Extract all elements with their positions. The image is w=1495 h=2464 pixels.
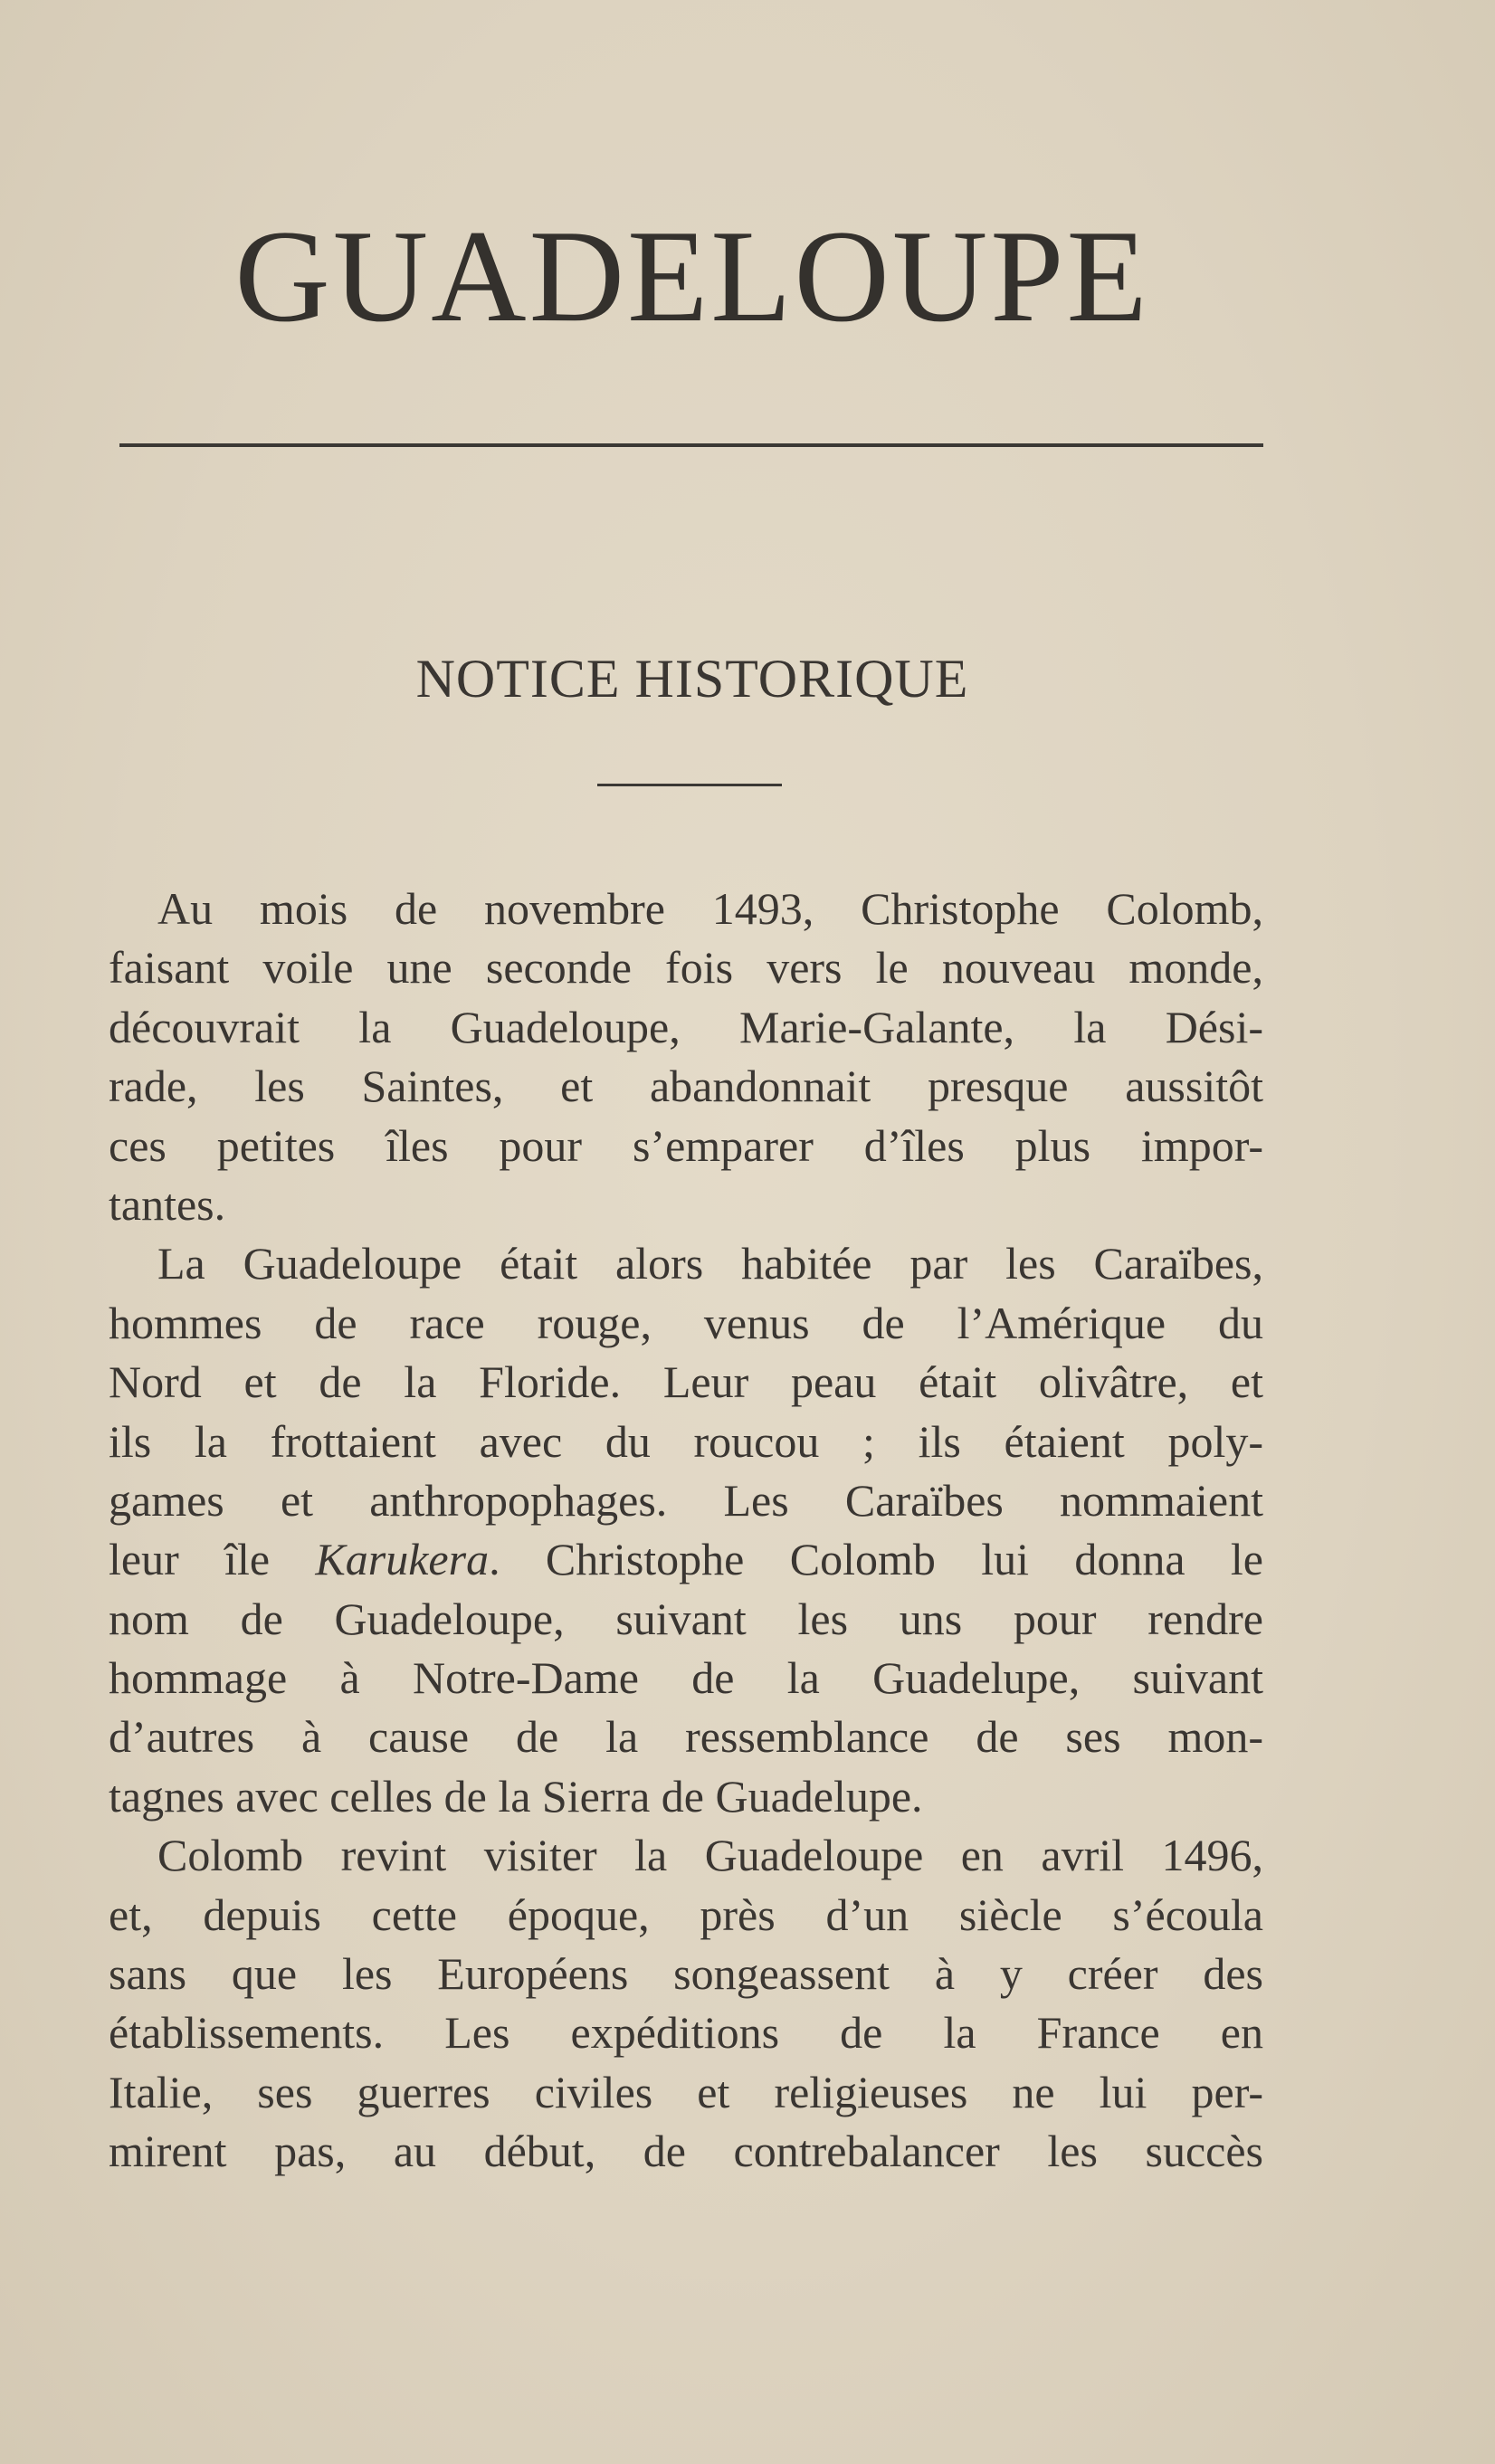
title-rule	[119, 443, 1263, 447]
text-line: Italie, ses guerres civiles et religieuses ne lui per-	[109, 2066, 1263, 2117]
text-line: établissements. Les expéditions de la France en	[109, 2007, 1263, 2059]
text-fragment: leur île	[109, 1534, 316, 1585]
text-line: tagnes avec celles de la Sierra de Guadelupe.	[109, 1770, 923, 1822]
text-line: rade, les Saintes, et abandonnait presque aussitôt	[109, 1061, 1263, 1112]
text-line: tantes.	[109, 1178, 226, 1230]
text-line: Nord et de la Floride. Leur peau était olivâtre, et	[109, 1356, 1263, 1408]
text-line: découvrait la Guadeloupe, Marie-Galante, la Dési-	[109, 1001, 1263, 1052]
text-line: ils la frottaient avec du roucou ; ils étaient poly-	[109, 1415, 1263, 1467]
text-line: hommes de race rouge, venus de l’Amérique du	[109, 1297, 1263, 1348]
text-line: games et anthropophages. Les Caraïbes nommaient	[109, 1474, 1263, 1526]
text-line: sans que les Européens songeassent à y créer des	[109, 1948, 1263, 2000]
text-fragment: . Christophe Colomb lui donna le	[489, 1534, 1263, 1585]
text-line-with-italic	[109, 1530, 1263, 1589]
text-line: ces petites îles pour s’emparer d’îles plus impor-	[109, 1119, 1263, 1171]
page-title: GUADELOUPE	[234, 203, 1150, 349]
heading-rule	[597, 784, 782, 786]
text-line: et, depuis cette époque, près d’un siècle s’écoula	[109, 1888, 1263, 1940]
text-line: Au mois de novembre 1493, Christophe Colomb,	[157, 883, 1263, 934]
text-line: hommage à Notre-Dame de la Guadelupe, suivant	[109, 1652, 1263, 1704]
text-line: Colomb revint visiter la Guadeloupe en avril 1496,	[157, 1830, 1263, 1881]
section-heading: NOTICE HISTORIQUE	[415, 649, 969, 709]
italic-word: Karukera	[315, 1534, 490, 1585]
text-line: mirent pas, au début, de contrebalancer les succès	[109, 2126, 1263, 2177]
text-line: nom de Guadeloupe, suivant les uns pour rendre	[109, 1593, 1263, 1644]
text-line: La Guadeloupe était alors habitée par les Caraïbes,	[157, 1238, 1263, 1289]
text-line: d’autres à cause de la ressemblance de ses mon-	[109, 1711, 1263, 1763]
text-line: faisant voile une seconde fois vers le nouveau monde,	[109, 942, 1263, 994]
body-text	[109, 880, 1263, 2182]
